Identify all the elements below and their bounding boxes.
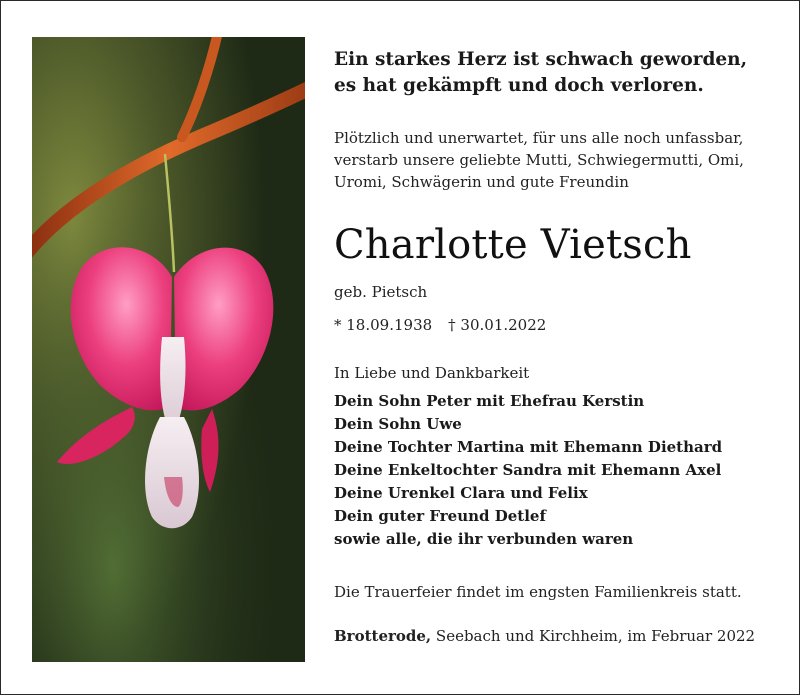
mourner-item: Dein Sohn Uwe (334, 415, 462, 433)
birth-date: * 18.09.1938 (334, 316, 433, 334)
flower-photo (32, 37, 305, 662)
deceased-name: Charlotte Vietsch (334, 222, 692, 268)
life-dates (334, 314, 546, 336)
mourner-item: sowie alle, die ihr verbunden waren (334, 530, 634, 548)
mourner-item: Dein guter Freund Detlef (334, 507, 546, 525)
intro-line: Plötzlich und unerwartet, für uns alle noch unfassbar, (334, 129, 744, 147)
place-rest: Seebach und Kirchheim, im Februar 2022 (431, 627, 756, 645)
inner-petal (145, 417, 199, 528)
birth-name: geb. Pietsch (334, 283, 428, 301)
funeral-note: Die Trauerfeier findet im engsten Familienkreis statt. (334, 583, 742, 601)
announcement-intro (334, 127, 744, 193)
love-line: In Liebe und Dankbarkeit (334, 364, 530, 382)
mourner-item: Deine Urenkel Clara und Felix (334, 484, 588, 502)
mourner-item: Dein Sohn Peter mit Ehefrau Kerstin (334, 392, 645, 410)
intro-line: Uromi, Schwägerin und gute Freundin (334, 173, 629, 191)
intro-line: verstarb unsere geliebte Mutti, Schwiegermutti, Omi, (334, 151, 744, 169)
mourner-item: Deine Enkeltochter Sandra mit Ehemann Axel (334, 461, 722, 479)
mourner-item: Deine Tochter Martina mit Ehemann Diethard (334, 438, 723, 456)
memorial-quote (334, 47, 747, 99)
place-bold: Brotterode, (334, 627, 432, 645)
mourners-list (334, 390, 722, 551)
place-and-date (334, 625, 755, 647)
quote-line: es hat gekämpft und doch verloren. (334, 75, 704, 96)
death-date: † 30.01.2022 (448, 316, 547, 334)
quote-line: Ein starkes Herz ist schwach geworden, (334, 49, 748, 70)
